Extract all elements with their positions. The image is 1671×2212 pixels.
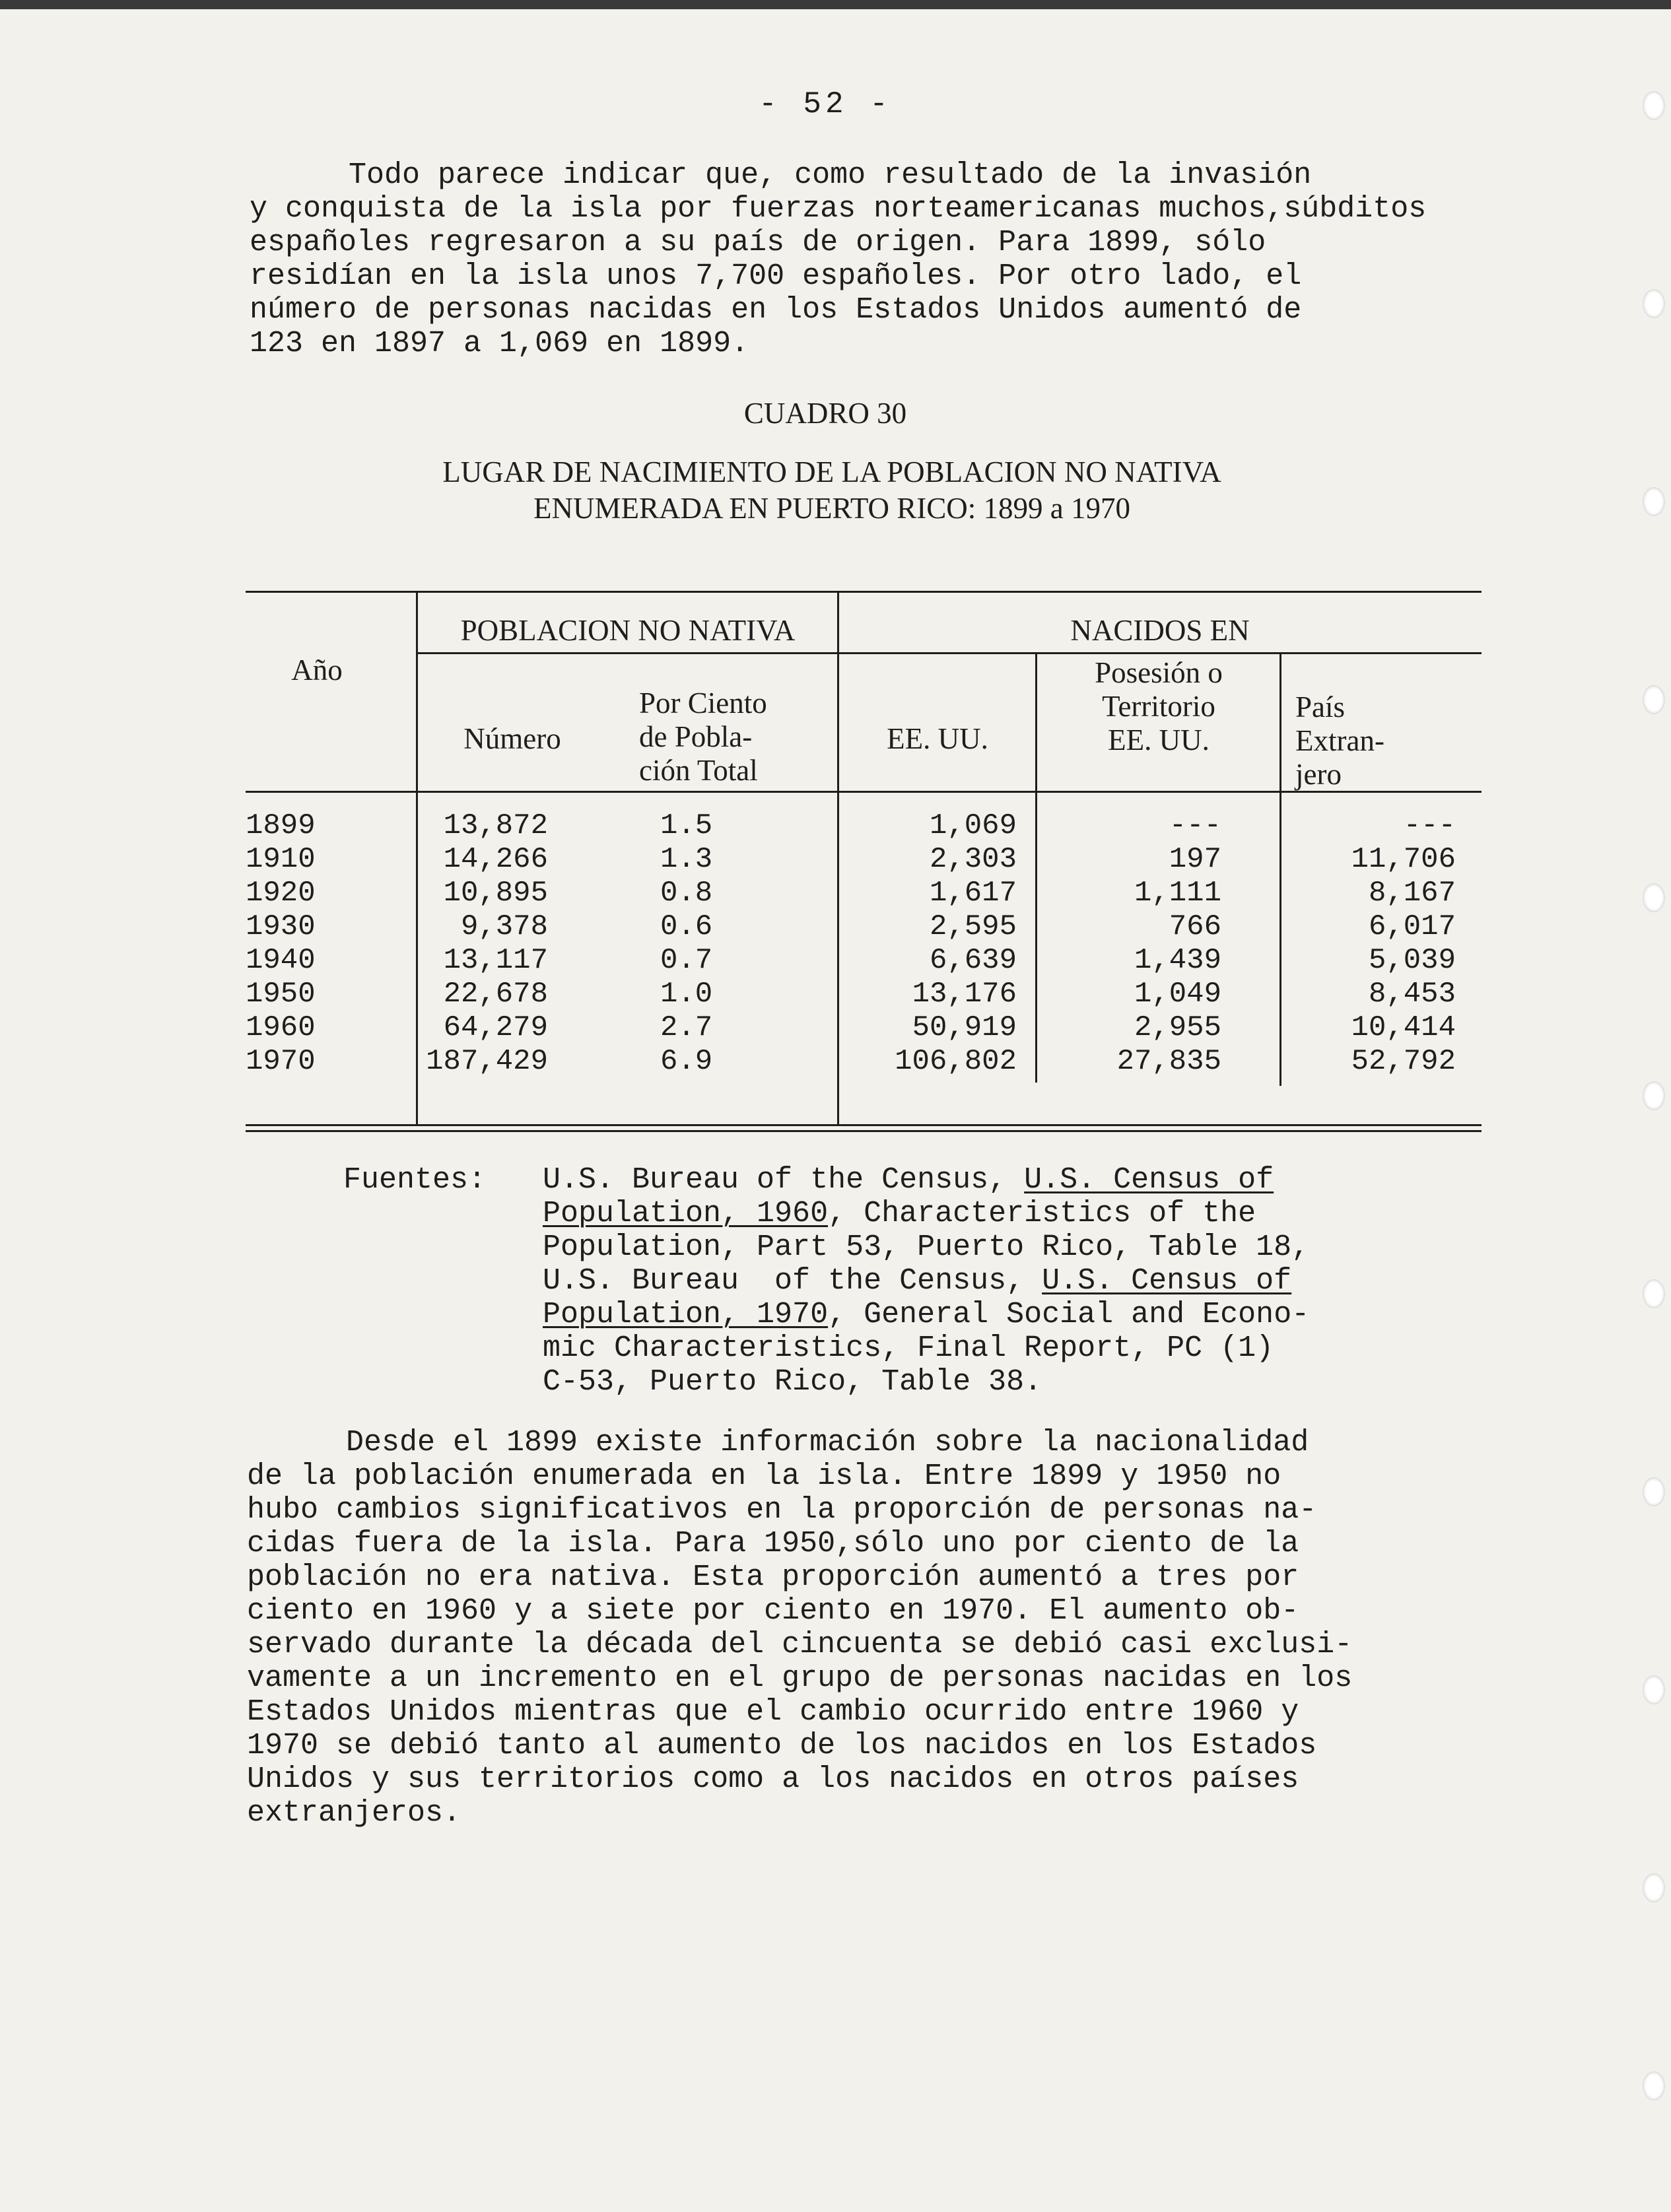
source-line — [543, 1264, 1441, 1298]
header-group-nonnative: POBLACION NO NATIVA — [460, 614, 796, 647]
paragraph-line: de la población enumerada en la isla. Entre 1899 y 1950 no — [247, 1459, 1281, 1493]
paragraph-line: población no era nativa. Esta proporción aumentó a tres por — [247, 1560, 1299, 1594]
header-group-rule — [417, 652, 1482, 654]
sources-text — [543, 1163, 1441, 1399]
paragraph-line: españoles regresaron a su país de origen. Para 1899, sólo — [250, 226, 1266, 259]
paragraph-line: Todo parece indicar que, como resultado de la invasión — [349, 158, 1312, 192]
header-percent: Por Ciento — [639, 687, 767, 720]
cell-year: 1970 — [246, 1045, 316, 1078]
cell-usa: 106,802 — [895, 1045, 1017, 1078]
cell-usa: 13,176 — [912, 978, 1017, 1011]
source-title: U.S. Census of — [1024, 1163, 1274, 1197]
binder-hole — [1643, 1873, 1665, 1902]
cell-possession: 1,439 — [1134, 944, 1221, 977]
table-top-rule — [246, 591, 1482, 593]
table-bottom-rule — [246, 1124, 1482, 1126]
cell-percent: 1.3 — [660, 843, 713, 876]
cell-possession: 1,049 — [1134, 978, 1221, 1011]
header-group-born-in: NACIDOS EN — [1070, 614, 1250, 647]
paragraph-line: y conquista de la isla por fuerzas norteamericanas muchos,súbditos — [250, 192, 1427, 226]
binder-hole — [1643, 487, 1665, 516]
paragraph-line: vamente a un incremento en el grupo de personas nacidas en los — [247, 1661, 1353, 1695]
paragraph-line: Desde el 1899 existe información sobre la nacionalidad — [346, 1426, 1309, 1459]
intro-paragraph — [250, 158, 1491, 360]
cell-usa: 2,595 — [929, 910, 1017, 943]
binder-hole — [1643, 1675, 1665, 1704]
cell-year: 1910 — [246, 843, 316, 876]
source-line — [543, 1163, 1441, 1197]
cell-year: 1920 — [246, 877, 316, 910]
cell-number: 14,266 — [443, 843, 548, 876]
cell-possession: 197 — [1169, 843, 1221, 876]
page-number: - 52 - — [759, 87, 892, 121]
cell-year: 1930 — [246, 910, 316, 943]
cell-percent: 1.0 — [660, 978, 713, 1011]
header-usa: EE. UU. — [887, 722, 988, 755]
cell-number: 187,429 — [426, 1045, 548, 1078]
paragraph-line: residían en la isla unos 7,700 españoles. Por otro lado, el — [250, 259, 1302, 293]
cell-usa: 1,069 — [929, 809, 1017, 842]
cell-number: 64,279 — [443, 1011, 548, 1044]
paragraph-line: hubo cambios significativos en la proporción de personas na- — [247, 1493, 1317, 1527]
cell-possession: 766 — [1169, 910, 1221, 943]
cell-foreign: 5,039 — [1368, 944, 1456, 977]
cell-possession: 2,955 — [1134, 1011, 1221, 1044]
cell-percent: 6.9 — [660, 1045, 713, 1078]
cell-percent: 1.5 — [660, 809, 713, 842]
cell-usa: 1,617 — [929, 877, 1017, 910]
paragraph-line: ciento en 1960 y a siete por ciento en 1970. El aumento ob- — [247, 1594, 1299, 1628]
cell-percent: 0.8 — [660, 877, 713, 910]
cell-usa: 2,303 — [929, 843, 1017, 876]
cell-foreign: 8,167 — [1368, 877, 1456, 910]
binder-hole — [1643, 289, 1665, 318]
cell-percent: 0.6 — [660, 910, 713, 943]
header-possession: EE. UU. — [1108, 723, 1210, 756]
header-foreign: Extran- — [1295, 724, 1384, 757]
source-text: , Characteristics of the — [828, 1197, 1256, 1230]
header-year: Año — [291, 654, 343, 687]
paragraph-line: número de personas nacidas en los Estados Unidos aumentó de — [250, 293, 1302, 327]
cell-year: 1960 — [246, 1011, 316, 1044]
source-text: , General Social and Econo- — [828, 1298, 1310, 1331]
paragraph-line: 1970 se debió tanto al aumento de los nacidos en los Estados — [247, 1729, 1317, 1762]
binder-hole — [1643, 1279, 1665, 1308]
cell-percent: 2.7 — [660, 1011, 713, 1044]
header-number: Número — [463, 722, 561, 755]
cell-percent: 0.7 — [660, 944, 713, 977]
paragraph-line: extranjeros. — [247, 1796, 461, 1830]
header-possession: Territorio — [1102, 690, 1215, 723]
table-number: CUADRO 30 — [743, 397, 907, 430]
paragraph-line: servado durante la década del cincuenta se debió casi exclusi- — [247, 1628, 1353, 1661]
source-text: U.S. Bureau of the Census, — [543, 1264, 1042, 1298]
source-line: C-53, Puerto Rico, Table 38. — [543, 1365, 1042, 1399]
cell-possession: 1,111 — [1134, 877, 1221, 910]
paragraph-line: cidas fuera de la isla. Para 1950,sólo uno por ciento de la — [247, 1527, 1299, 1560]
source-title: Population, 1970 — [543, 1298, 829, 1331]
paragraph-line: Estados Unidos mientras que el cambio ocurrido entre 1960 y — [247, 1695, 1299, 1729]
cell-year: 1950 — [246, 978, 316, 1011]
binder-hole — [1643, 91, 1665, 120]
column-divider — [416, 592, 418, 1124]
binder-hole — [1643, 883, 1665, 912]
binder-hole — [1643, 685, 1665, 714]
source-title: U.S. Census of — [1042, 1264, 1292, 1298]
cell-year: 1899 — [246, 809, 316, 842]
cell-possession: --- — [1169, 809, 1221, 842]
table-bottom-rule — [246, 1130, 1482, 1132]
header-foreign: jero — [1295, 758, 1342, 791]
closing-paragraph — [247, 1426, 1488, 1830]
source-text: U.S. Bureau of the Census, — [543, 1163, 1025, 1197]
table-title-line: ENUMERADA EN PUERTO RICO: 1899 a 1970 — [533, 492, 1130, 525]
table-title-line: LUGAR DE NACIMIENTO DE LA POBLACION NO NATIVA — [442, 455, 1221, 488]
cell-number: 9,378 — [460, 910, 548, 943]
paragraph-line: 123 en 1897 a 1,069 en 1899. — [250, 327, 749, 360]
header-possession: Posesión o — [1095, 656, 1223, 689]
cell-foreign: 6,017 — [1368, 910, 1456, 943]
binder-hole — [1643, 1081, 1665, 1110]
column-divider — [1035, 654, 1037, 1083]
cell-foreign: 10,414 — [1351, 1011, 1456, 1044]
binder-hole — [1643, 2071, 1665, 2100]
paragraph-line: Unidos y sus territorios como a los nacidos en otros países — [247, 1762, 1299, 1796]
header-percent: ción Total — [639, 754, 758, 787]
cell-number: 22,678 — [443, 978, 548, 1011]
cell-foreign: --- — [1403, 809, 1456, 842]
cell-usa: 6,639 — [929, 944, 1017, 977]
cell-foreign: 52,792 — [1351, 1045, 1456, 1078]
page-top-edge — [0, 0, 1671, 9]
column-divider — [837, 592, 839, 1124]
cell-foreign: 11,706 — [1351, 843, 1456, 876]
cell-foreign: 8,453 — [1368, 978, 1456, 1011]
cell-possession: 27,835 — [1116, 1045, 1221, 1078]
header-foreign: País — [1295, 690, 1346, 723]
binder-hole — [1643, 1477, 1665, 1506]
cell-number: 10,895 — [443, 877, 548, 910]
cell-number: 13,117 — [443, 944, 548, 977]
source-line: Population, Part 53, Puerto Rico, Table 18, — [543, 1230, 1310, 1264]
table-title — [251, 454, 1413, 527]
source-line — [543, 1298, 1441, 1331]
cell-usa: 50,919 — [912, 1011, 1017, 1044]
source-title: Population, 1960 — [543, 1197, 829, 1230]
header-percent: de Pobla- — [639, 720, 753, 753]
cell-number: 13,872 — [443, 809, 548, 842]
source-line: mic Characteristics, Final Report, PC (1) — [543, 1331, 1274, 1365]
sources-label: Fuentes: — [343, 1163, 487, 1197]
cell-year: 1940 — [246, 944, 316, 977]
source-line — [543, 1197, 1441, 1230]
column-divider — [1279, 654, 1281, 1086]
